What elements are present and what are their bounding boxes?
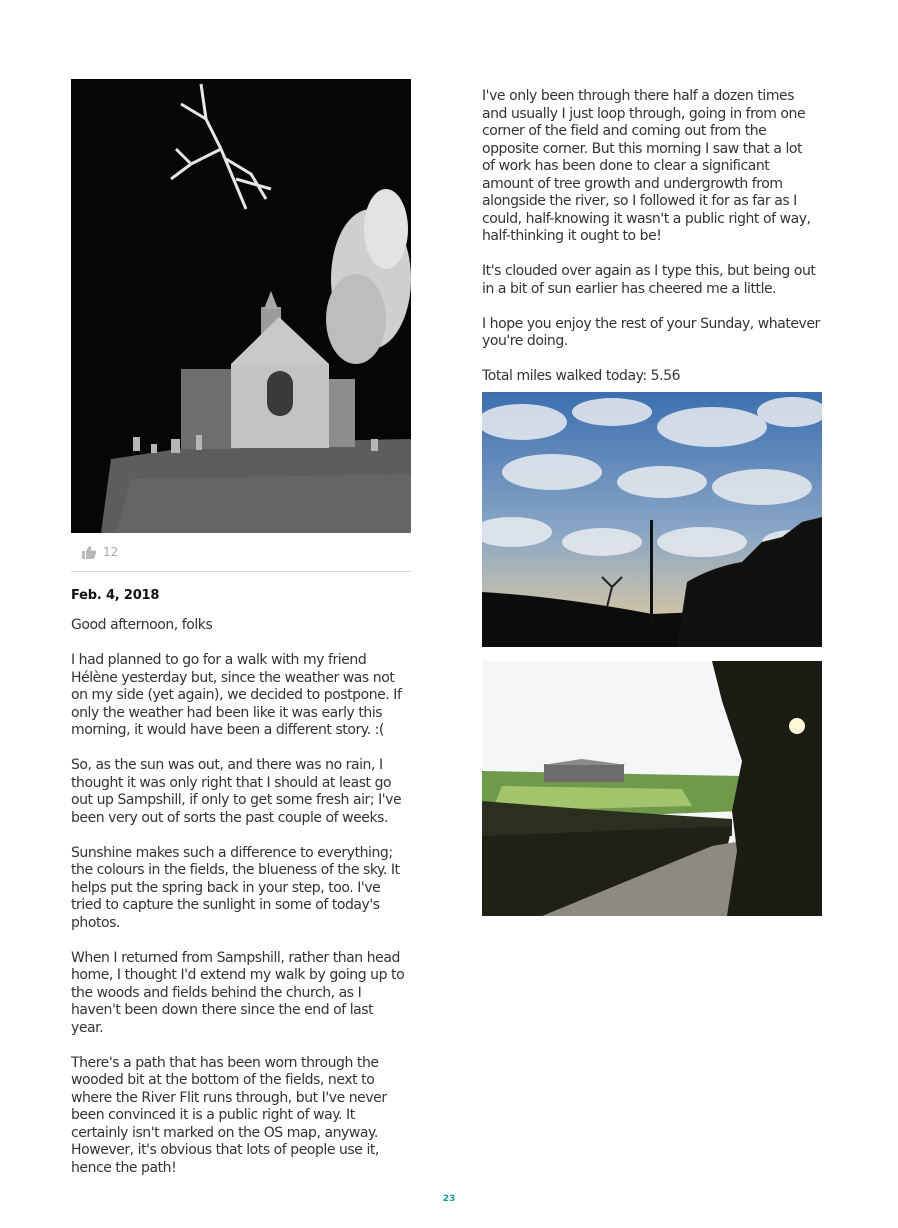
body-paragraph: There's a path that has been worn through the wooded bit at the bottom of the fields, next to where the River Flit runs through, but I've never been convinced it is a public right of way. It certainly isn't marked on the OS map, anyway. However, it's obvious that lots of people use it, hence the path!: [71, 1054, 387, 1176]
church-night-photo[interactable]: [71, 79, 411, 533]
miles-total: Total miles walked today: 5.56: [482, 368, 681, 384]
country-lane-photo[interactable]: [482, 661, 822, 916]
left-column: [71, 79, 411, 1195]
greeting-text: Good afternoon, folks: [71, 617, 213, 633]
likes-bar: [71, 533, 411, 572]
page-number: 23: [442, 1194, 456, 1204]
post-date: Feb. 4, 2018: [71, 588, 160, 603]
body-paragraph: It's clouded over again as I type this, but being out in a bit of sun earlier has cheered me a little.: [482, 263, 816, 297]
body-paragraph: So, as the sun was out, and there was no rain, I thought it was only right that I should at least go out up Sampshill, if only to get some fresh air; I've been very out of sorts the past couple of weeks.: [71, 757, 402, 826]
thumbs-up-icon[interactable]: [81, 544, 97, 560]
body-paragraph: I've only been through there half a dozen times and usually I just loop through, going in from one corner of the field and coming out from the opposite corner. But this morning I saw that a lot of work has been done to clear a significant amount of tree growth and undergrowth from alongside the river, so I followed it for as far as I could, half-knowing it wasn't a public right of way, half-thinking it ought to be!: [482, 88, 811, 244]
body-paragraph: Sunshine makes such a difference to everything; the colours in the fields, the blueness of the sky. It helps put the spring back in your step, too. I've tried to capture the sunlight in some of today's photos.: [71, 844, 400, 931]
like-count: 12: [103, 545, 119, 559]
body-paragraph: I hope you enjoy the rest of your Sunday, whatever you're doing.: [482, 315, 820, 349]
sky-clouds-photo[interactable]: [482, 392, 822, 647]
body-paragraph: I had planned to go for a walk with my friend Hélène yesterday but, since the weather was not on my side (yet again), we decided to postpone. If only the weather had been like it was early this morning, it would have been a different story. :(: [71, 652, 402, 738]
body-paragraph: When I returned from Sampshill, rather than head home, I thought I'd extend my walk by going up to the woods and fields behind the church, as I haven't been down there since the end of last year.: [71, 949, 405, 1036]
right-column: [482, 88, 822, 916]
